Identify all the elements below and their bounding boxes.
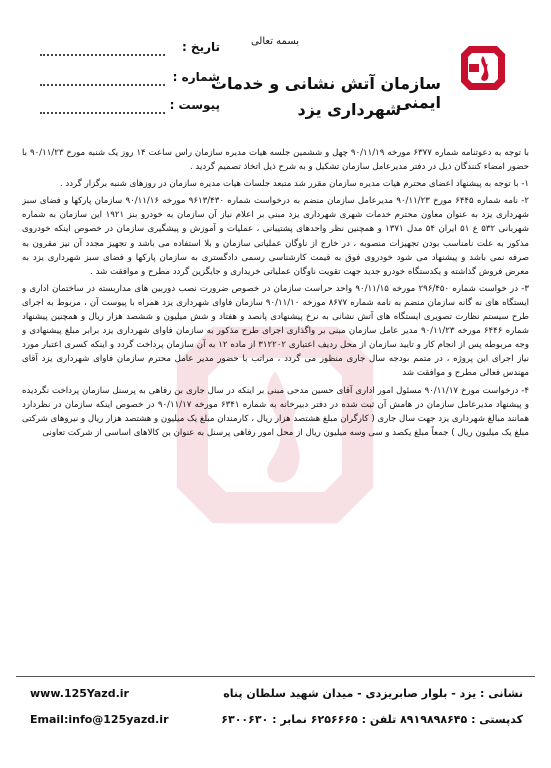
minutes-body — [22, 146, 529, 674]
fire-department-logo-icon — [455, 40, 511, 96]
organization-name: سازمان آتش نشانی و خدمات ایمنی — [210, 74, 441, 112]
minutes-item-2: ۲- نامه شماره ۶۴۴۵ مورخ ۹۰/۱۱/۲۳ مدیرعامل سازمان منضم به درخواست شماره ۹۶۱۳/۴۳۰ مورخه ۹۰/۱۱/۱۶ سازمان پارکها و فضای سبز شهرداری یزد به عنوان معاون محترم خدمات شهری شهرداری یزد مبنی بر اعلام نیاز آن سازمان به خودرو بنز ۱۹۲۱ این سازمان به شماره شهربانی ۵۳۲ ع ۵۱ ایران ۵۴ مدل ۱۳۷۱ و همچنین نظر واحدهای پشتیبانی ، عملیات و آموزش و پیشگیری سازمان در خصوص اینکه خودروی مذکور به علت نامناسب بودن تجهیزات منصوبه ، در خارج از ناوگان عملیاتی سازمان و بلا استفاده می باشد و تجهیز مجدد آن نیز مقرون به صرفه نمی باشد و پیشنهاد می شود خودروی فوق به قیمت کارشناسی رسمی دادگستری به سازمان پارکها و فضای سبز شهرداری یزد به معرض فروش گذاشته و یکدستگاه خودرو جدید جهت تقویت ناوگان عملیاتی خریداری و جایگزین گردد مطرح و موافقت شد . — [22, 196, 529, 277]
minutes-item-4: ۴- درخواست مورخ ۹۰/۱۱/۱۷ مسئول امور اداری آقای حسین مدحی مبنی بر اینکه در سال جاری بن رفاهی به پرسنل سازمان پرداخت نگردیده و پیشنهاد مدیرعامل سازمان در هامش آن ثبت شده در دفتر دبیرخانه به شماره ۶۳۴۱ مورخه ۹۰/۱۱/۱۷ در خصوص اینکه سازمان در نظردارد همانند مبالغ شهرداری یزد جهت سال جاری ( کارگران مبلغ هشتصد هزار ریال ، کارمندان مبلغ یک میلیون و هشتصد هزار ریال و نیروهای شرکتی مبلغ یک میلیون ریال ) جمعاً مبلغ یکصد و سی وسه میلیون ریال از محل امور رفاهی پرسنل به عنوان بن کالاهای اساسی از شرکت تعاونی — [22, 385, 529, 438]
footer-web — [30, 681, 190, 733]
footer-address: نشانی : یزد - بلوار صابریزدی - میدان شهید سلطان پناه — [223, 687, 523, 700]
footer-postal-phone: کدپستی : ۸۹۱۹۸۹۸۶۴۵ تلفن : ۶۲۵۶۶۶۵ نمابر : ۶۳۰۰۶۳۰ — [221, 713, 523, 726]
number-dotted-line — [40, 84, 165, 86]
number-label: شماره : — [172, 70, 220, 84]
basmala: بسمه تعالی — [250, 36, 300, 47]
footer-website: www.125Yazd.ir — [30, 687, 129, 700]
minutes-intro: با توجه به دعوتنامه شماره ۶۳۷۷ مورخه ۹۰/۱۱/۱۹ چهل و ششمین جلسه هیات مدیره سازمان راس ساعت ۱۴ روز یک شنبه مورخ ۹۰/۱۱/۲۳ با حضور امضاء کنندگان ذیل در دفتر مدیرعامل سازمان تشکیل و به شرح ذیل اتخاذ تصمیم گردید . — [22, 148, 529, 173]
footer-divider — [16, 676, 535, 677]
minutes-item-1: ۱- با توجه به پیشنهاد اعضای محترم هیات مدیره سازمان مقرر شد متبعد جلسات هیات مدیره سازمان در روزهای شنبه برگزار گردد . — [59, 179, 529, 190]
letter-footer — [0, 681, 551, 768]
letterhead — [0, 0, 551, 145]
minutes-item-3: ۳- در خواست شماره ۲۹۶/۴۵۰ مورخه ۹۰/۱۱/۱۵ واحد حراست سازمان در خصوص ضرورت نصب دوربین های مداربسته در ساختمان اداری و ایستگاه های نه گانه سازمان منضم به نامه شماره ۸۶۷۷ مورخه ۹۰/۱۱/۱۰ سازمان فاوای شهرداری یزد همراه با پیوست آن ، مربوط به اجرای طرح سیستم نظارت تصویری ایستگاه های آتش نشانی به نرخ پیشنهادی پانصد و هفتاد و شش میلیون و ششصد هزار ریال و همچنین پیشنهاد شماره ۶۴۴۶ مورخه ۹۰/۱۱/۲۳ مدیر عامل سازمان مبنی بر واگذاری اجرای طرح مذکور به سازمان فاوای شهرداری یزد برابر مبلغ پیشنهادی و وجه مربوطه پس از انجام کار و تایید سازمان از محل ردیف اعتباری ۳۱۲۲۰۲ از ماده ۱۲ به آن سازمان پرداخت گردد و اینکه کسری اعتبار مورد نیاز اجرای این پروژه ، در متمم بودجه سال جاری منظور می گردد ، مراتب با حضور مدیر عامل محترم سازمان فاوای شهرداری یزد آقای مهندس فعالی مطرح و موافقت شد — [22, 283, 529, 379]
footer-contact — [193, 681, 523, 733]
footer-email: Email:info@125yazd.ir — [30, 713, 169, 726]
number-field — [40, 70, 220, 90]
attachment-field — [40, 98, 220, 118]
date-label: تاریخ : — [181, 40, 220, 54]
date-dotted-line — [40, 54, 165, 56]
organization-subtitle: شهرداری یزد — [297, 100, 401, 119]
attachment-dotted-line — [40, 112, 165, 114]
attachment-label: پیوست : — [169, 98, 220, 112]
date-field — [40, 40, 220, 60]
